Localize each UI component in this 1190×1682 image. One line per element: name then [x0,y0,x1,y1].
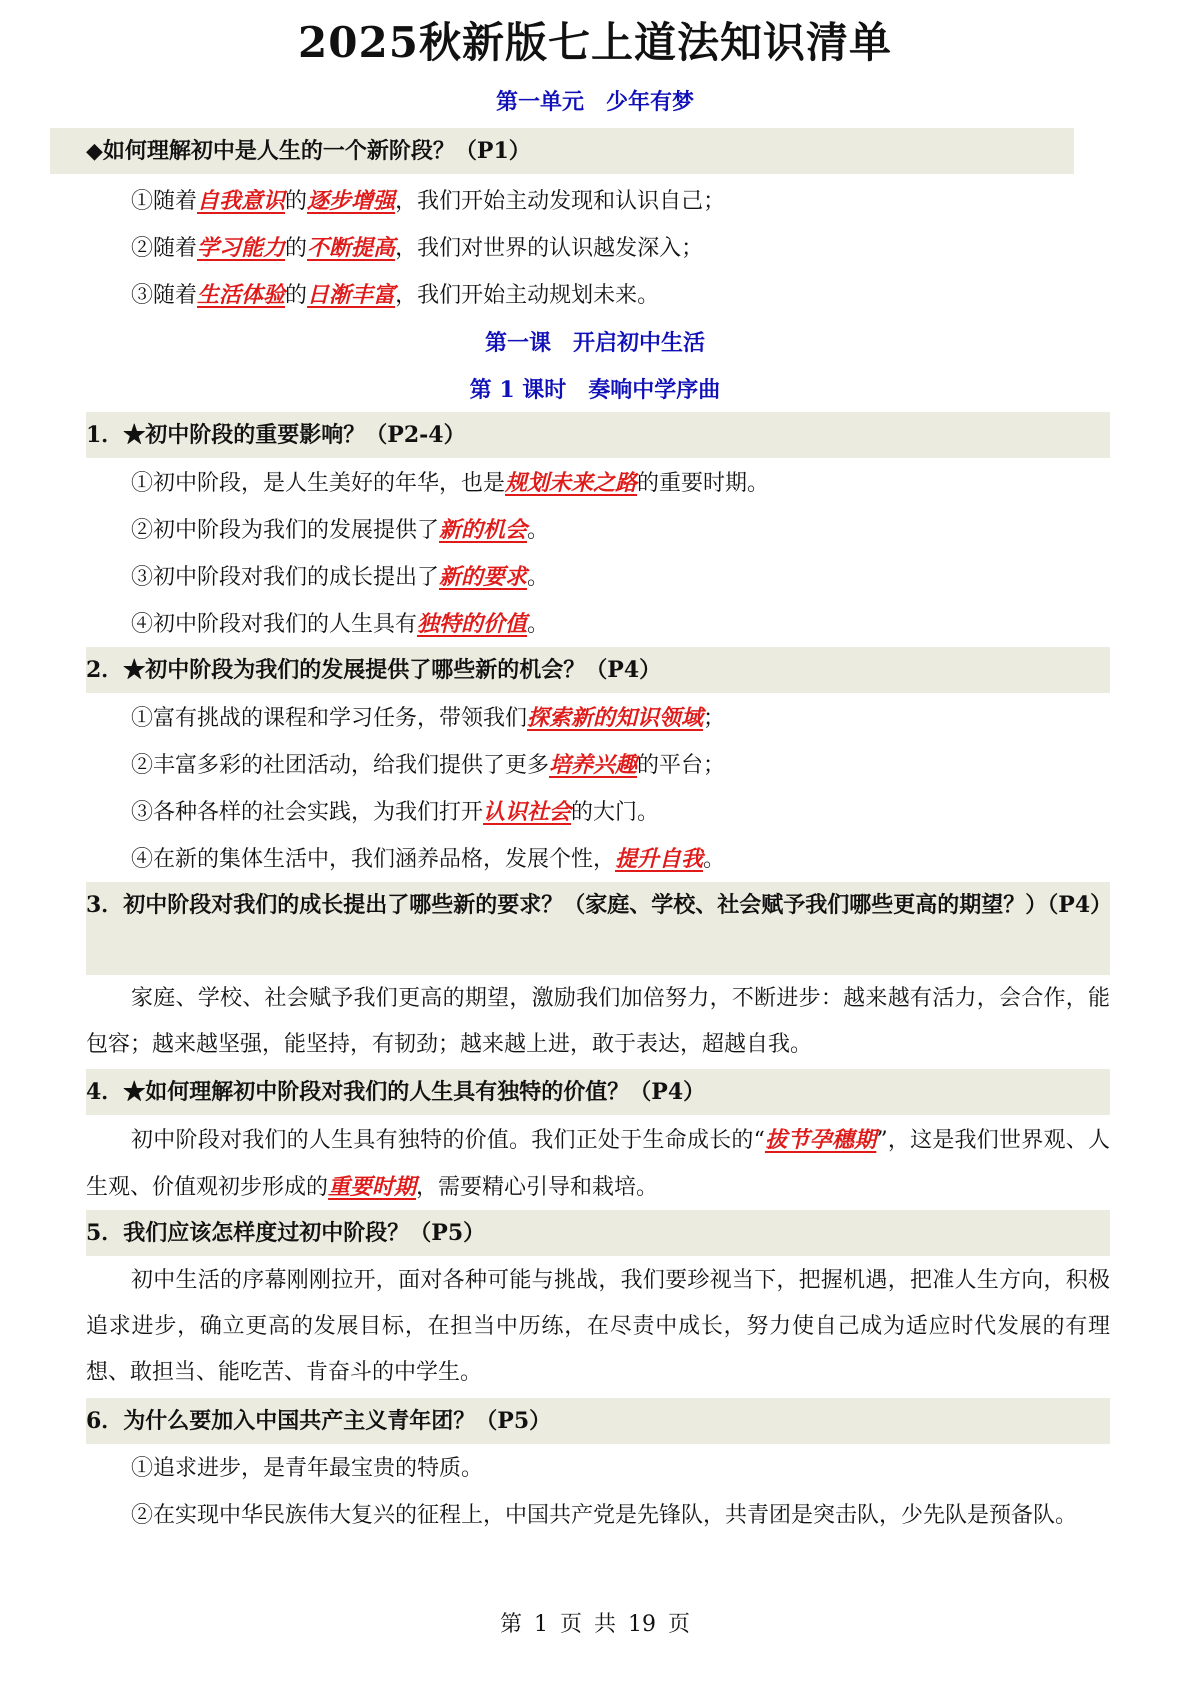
document-title: 2025秋新版七上道法知识清单 [298,18,892,67]
q3-question: 3．初中阶段对我们的成长提出了哪些新的要求？（家庭、学校、社会赋予我们哪些更高的期望？）（P4） [86,892,1113,918]
q6-item-2: ②在实现中华民族伟大复兴的征程上，中国共产党是先锋队，共青团是突击队，少先队是预备队。 [131,1503,1078,1528]
q1-item-2: ②初中阶段为我们的发展提供了新的机会。 [131,517,550,543]
keyword: 认识社会 [483,799,572,825]
lesson-heading: 第一课 开启初中生活 [484,330,705,356]
q1-band [86,412,1110,458]
q5-band [86,1210,1110,1256]
keyword: 探索新的知识领域 [527,705,704,731]
q4-band [86,1069,1110,1115]
q2-item-1: ①富有挑战的课程和学习任务，带领我们探索新的知识领域； [131,705,726,731]
keyword: 生活体验 [197,282,286,308]
keyword: 不断提高 [307,235,396,261]
q1-question: 1．★初中阶段的重要影响？（P2-4） [86,422,466,448]
keyword: 自我意识 [197,188,286,214]
q6-band [86,1398,1110,1444]
intro-item-3: ③随着生活体验的日渐丰富，我们开始主动规划未来。 [131,282,660,308]
keyword: 学习能力 [197,235,286,261]
q1-item-4: ④初中阶段对我们的人生具有独特的价值。 [131,611,550,637]
q1-item-1: ①初中阶段，是人生美好的年华，也是规划未来之路的重要时期。 [131,470,770,496]
keyword: 新的要求 [439,564,528,590]
keyword: 独特的价值 [417,611,528,637]
q6-question: 6．为什么要加入中国共产主义青年团？（P5） [86,1408,552,1434]
keyword: 日渐丰富 [307,282,396,308]
q3-answer: 家庭、学校、社会赋予我们更高的期望，激励我们加倍努力，不断进步：越来越有活力，会合作，能包容；越来越坚强，能坚持，有韧劲；越来越上进，敢于表达，超越自我。 [86,986,1110,1057]
page-number: 1 [533,1612,548,1637]
keyword: 培养兴趣 [549,752,638,778]
q4-answer: 初中阶段对我们的人生具有独特的价值。我们正处于生命成长的“拔节孕穗期”，这是我们世界观、人生观、价值观初步形成的重要时期，需要精心引导和栽培。 [86,1127,1110,1200]
q2-question: 2．★初中阶段为我们的发展提供了哪些新的机会？（P4） [86,657,662,683]
keyword: 拔节孕穗期 [764,1127,877,1153]
page-footer: 第 1 页 共 19 页 [499,1612,691,1637]
q3-band [86,882,1113,975]
intro-question-band [50,128,1074,174]
intro-question: ◆如何理解初中是人生的一个新阶段？（P1） [86,138,531,164]
q2-item-4: ④在新的集体生活中，我们涵养品格，发展个性，提升自我。 [131,846,726,872]
keyword: 逐步增强 [307,188,396,214]
q2-item-2: ②丰富多彩的社团活动，给我们提供了更多培养兴趣的平台； [131,752,726,778]
keyword: 新的机会 [439,517,528,543]
q2-item-3: ③各种各样的社会实践，为我们打开认识社会的大门。 [131,799,660,825]
intro-item-2: ②随着学习能力的不断提高，我们对世界的认识越发深入； [131,235,704,261]
q6-item-1: ①追求进步，是青年最宝贵的特质。 [131,1456,484,1481]
keyword: 规划未来之路 [505,470,638,496]
unit-heading: 第一单元 少年有梦 [495,89,694,115]
q2-band [86,647,1110,693]
page-total: 19 [628,1612,657,1637]
keyword: 提升自我 [615,846,704,872]
q1-item-3: ③初中阶段对我们的成长提出了新的要求。 [131,564,550,590]
keyword: 重要时期 [328,1174,417,1200]
q5-answer: 初中生活的序幕刚刚拉开，面对各种可能与挑战，我们要珍视当下，把握机遇，把准人生方向，积极追求进步，确立更高的发展目标，在担当中历练，在尽责中成长，努力使自己成为适应时代发展的有理想、敢担当、能吃苦、肯奋斗的中学生。 [86,1268,1110,1385]
q5-question: 5．我们应该怎样度过初中阶段？（P5） [86,1220,486,1246]
period-heading: 第 1 课时 奏响中学序曲 [469,377,721,403]
intro-item-1: ①随着自我意识的逐步增强，我们开始主动发现和认识自己； [131,188,726,214]
q4-question: 4．★如何理解初中阶段对我们的人生具有独特的价值？（P4） [86,1079,706,1105]
